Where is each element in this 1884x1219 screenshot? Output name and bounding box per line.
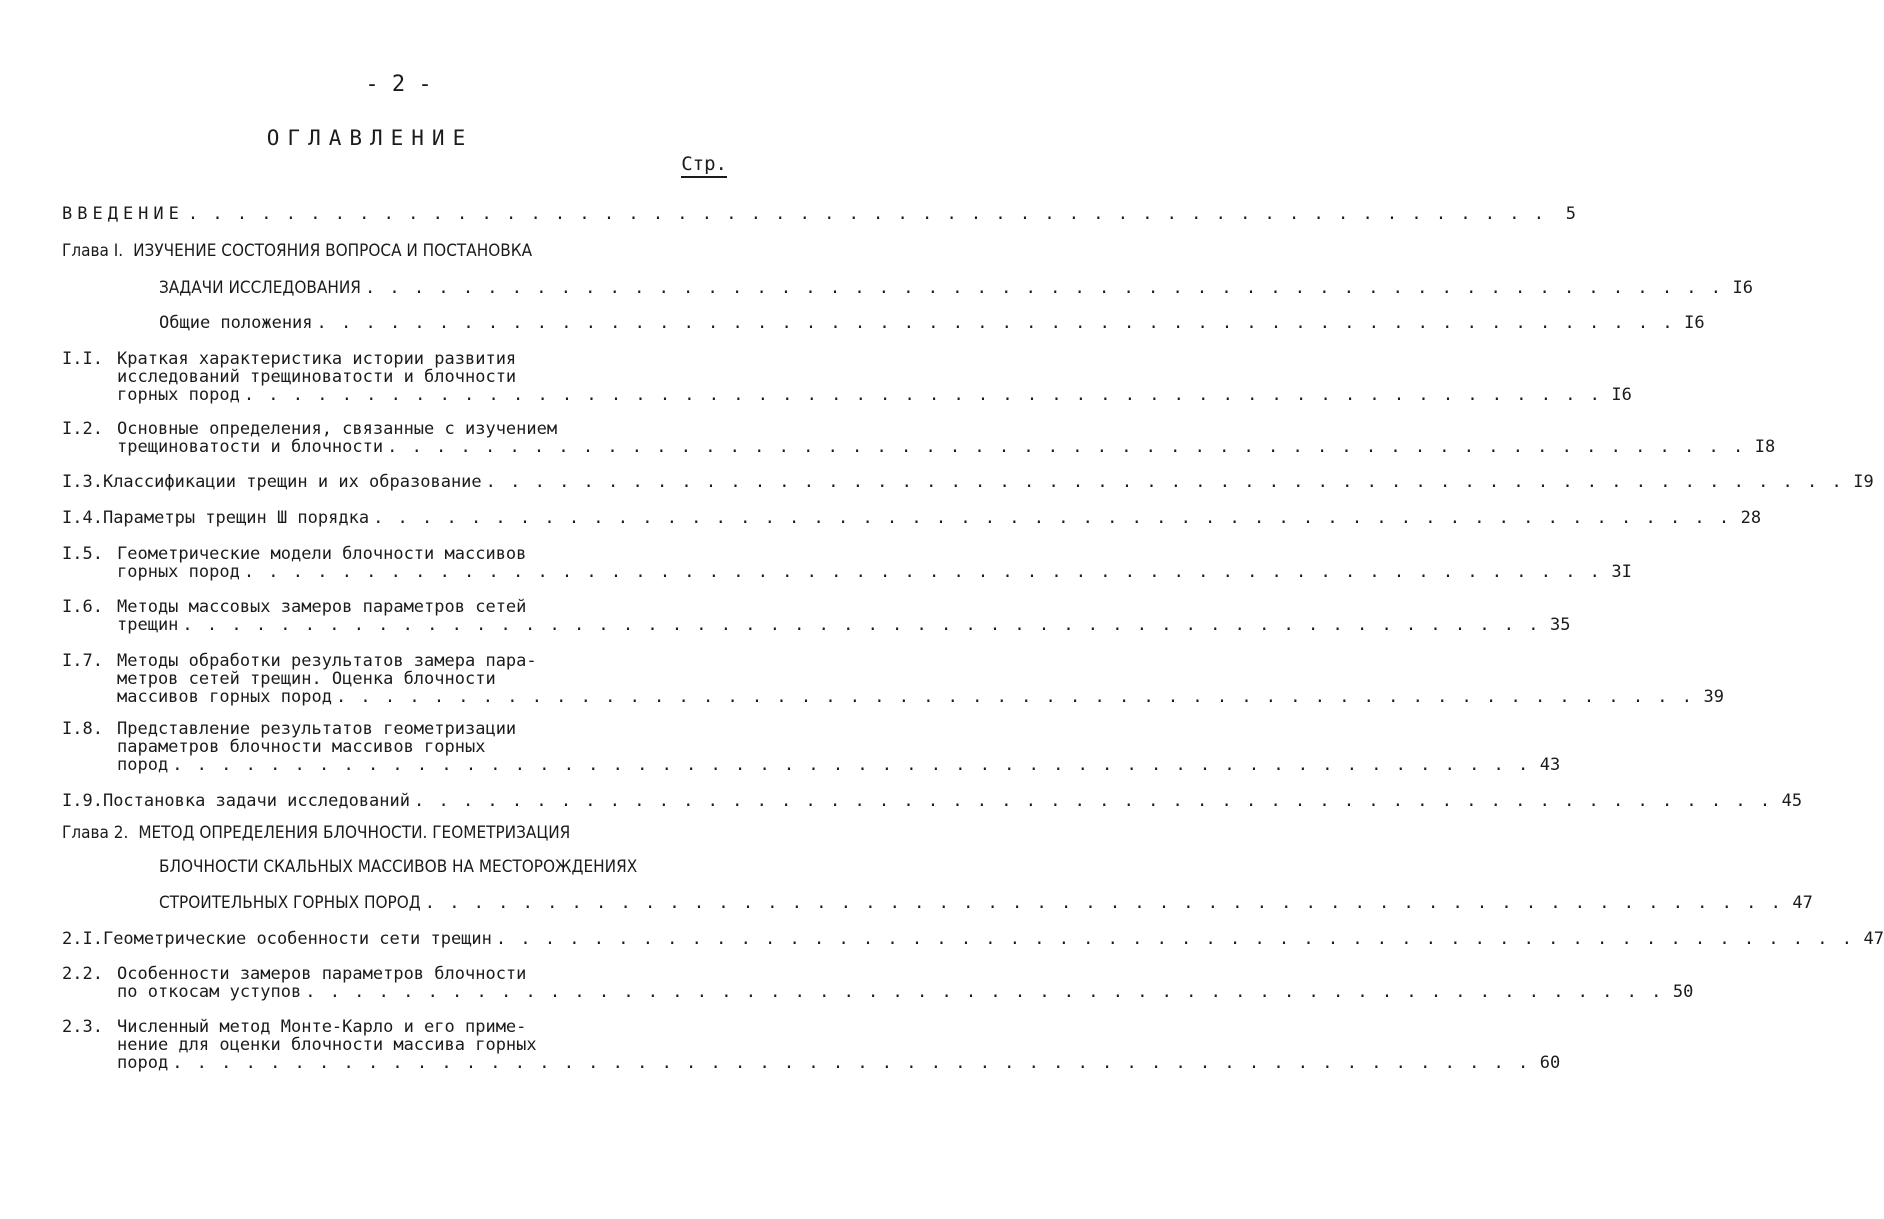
section-title-line: Параметры трещин Ш порядка (102, 508, 370, 528)
section-title-line: Особенности замеров параметров блочности (117, 964, 527, 984)
toc-section-entry (62, 349, 1632, 405)
section-title-line: нение для оценки блочности массива горных (117, 1035, 537, 1055)
toc-entry-intro (62, 204, 1576, 224)
section-page: 35 (1550, 615, 1571, 635)
section-page: 43 (1539, 755, 1561, 775)
section-number: I.3. (62, 472, 103, 492)
chapter-1-page: I6 (1732, 278, 1754, 298)
section-title-line: горных пород (117, 562, 240, 582)
section-number: I.9. (62, 791, 103, 811)
dot-leader: . . . . . . . . . . . . . . . . . . . . . . . . . . . . . . . . . . . . . . . . . . . . . . . . . . . . . . . . (182, 615, 1541, 635)
toc-section-entry (62, 472, 1874, 492)
dot-leader: . . . . . . . . . . . . . . . . . . . . . . . . . . . . . . . . . . . . . . . . . . . . . . . . . . . . . . . . (316, 313, 1675, 333)
dot-leader: . . . . . . . . . . . . . . . . . . . . . . . . . . . . . . . . . . . . . . . . . . . . . . . . . . . . . . . . (243, 562, 1602, 582)
section-title-line: Геометрические модели блочности массивов (117, 544, 527, 564)
toc-section-entry (62, 964, 1694, 1002)
section-page: 50 (1672, 982, 1694, 1002)
dot-leader: . . . . . . . . . . . . . . . . . . . . . . . . . . . . . . . . . . . . . . . . . . . . . . . . . . . . . . . . (335, 687, 1695, 707)
section-title-line: Численный метод Монте-Карло и его приме- (117, 1017, 527, 1037)
section-page: 39 (1703, 687, 1725, 707)
section-title-line: массивов горных пород (117, 687, 332, 707)
toc-title: ОГЛАВЛЕНИЕ (266, 126, 474, 150)
dot-leader: . . . . . . . . . . . . . . . . . . . . . . . . . . . . . . . . . . . . . . . . . . . . . . . . . . . . . . . . (414, 791, 1773, 811)
chapter-1-general (62, 313, 1705, 333)
toc-section-entry (62, 419, 1776, 457)
toc-section-entry (62, 597, 1571, 635)
section-title-line: Представление результатов геометризации (117, 719, 517, 739)
section-page: 3I (1611, 562, 1632, 582)
section-title-line: исследований трещиноватости и блочности (117, 367, 517, 387)
section-number: I.I. (62, 349, 103, 369)
page-column-label: Стр. (681, 152, 727, 178)
section-number: I.4. (62, 508, 103, 528)
dot-leader: . . . . . . . . . . . . . . . . . . . . . . . . . . . . . . . . . . . . . . . . . . . . . . . . . . . . . . . . (387, 437, 1746, 457)
dot-leader: . . . . . . . . . . . . . . . . . . . . . . . . . . . . . . . . . . . . . . . . . . . . . . . . . . . . . . . . (243, 385, 1602, 405)
toc-section-entry (62, 929, 1884, 949)
page-number: - 2 - (365, 72, 432, 97)
chapter-2-heading (62, 824, 718, 842)
section-title-line: трещиноватости и блочности (117, 437, 384, 457)
section-title-line: метров сетей трещин. Оценка блочности (117, 669, 496, 689)
section-title-line: пород (117, 755, 169, 775)
section-page: 28 (1740, 508, 1762, 528)
chapter-1-prefix: Глава I. (62, 241, 124, 261)
section-page: 45 (1781, 791, 1803, 811)
toc-section-entry (62, 544, 1632, 582)
chapter-2-title-line1: МЕТОД ОПРЕДЕЛЕНИЯ БЛОЧНОСТИ. ГЕОМЕТРИЗАЦИЯ (138, 823, 571, 843)
chapter-2-prefix: Глава 2. (62, 823, 129, 843)
chapter-1-title-line1: ИЗУЧЕНИЕ СОСТОЯНИЯ ВОПРОСА И ПОСТАНОВКА (133, 241, 533, 261)
dot-leader: . . . . . . . . . . . . . . . . . . . . . . . . . . . . . . . . . . . . . . . . . . . . . . . . . . . . . . . . (424, 893, 1783, 913)
toc-section-entry (62, 791, 1803, 811)
section-number: 2.3. (62, 1017, 103, 1037)
chapter-2-title-line3: СТРОИТЕЛЬНЫХ ГОРНЫХ ПОРОД (159, 893, 421, 913)
dot-leader: . . . . . . . . . . . . . . . . . . . . . . . . . . . . . . . . . . . . . . . . . . . . . . . . . . . . . . . . (364, 278, 1724, 298)
chapter-2-heading-cont (62, 858, 718, 876)
section-page: I8 (1754, 437, 1776, 457)
chapter-1-heading-cont (62, 278, 1754, 298)
dot-leader: . . . . . . . . . . . . . . . . . . . . . . . . . . . . . . . . . . . . . . . . . . . . . . . . . . . . . . . . (187, 204, 1546, 224)
section-page: 60 (1539, 1053, 1561, 1073)
section-number: 2.I. (62, 929, 103, 949)
section-title-line: Методы обработки результатов замера пара- (117, 651, 537, 671)
section-title-line: Классификации трещин и их образование (102, 472, 482, 492)
toc-section-entry (62, 651, 1725, 707)
section-number: I.6. (62, 597, 103, 617)
section-title-line: по откосам уступов (117, 982, 302, 1002)
section-number: I.7. (62, 651, 103, 671)
general-label: Общие положения (159, 313, 313, 333)
section-number: I.2. (62, 419, 103, 439)
intro-page: 5 (1565, 204, 1576, 224)
chapter-2-page: 47 (1792, 893, 1813, 913)
toc-section-entry (62, 508, 1762, 528)
section-title-line: Методы массовых замеров параметров сетей (117, 597, 527, 617)
dot-leader: . . . . . . . . . . . . . . . . . . . . . . . . . . . . . . . . . . . . . . . . . . . . . . . . . . . . . . . . (373, 508, 1732, 528)
section-title-line: пород (117, 1053, 169, 1073)
section-page: 47 (1863, 929, 1884, 949)
section-title-line: Краткая характеристика истории развития (117, 349, 517, 369)
section-title-line: Основные определения, связанные с изучением (117, 419, 558, 439)
chapter-1-title-line2: ЗАДАЧИ ИССЛЕДОВАНИЯ (159, 278, 361, 298)
toc-section-entry (62, 719, 1561, 775)
intro-label: ВВЕДЕНИЕ (62, 204, 184, 224)
section-number: I.8. (62, 719, 103, 739)
dot-leader: . . . . . . . . . . . . . . . . . . . . . . . . . . . . . . . . . . . . . . . . . . . . . . . . . . . . . . . . (485, 472, 1844, 492)
toc-section-entry (62, 1017, 1561, 1073)
dot-leader: . . . . . . . . . . . . . . . . . . . . . . . . . . . . . . . . . . . . . . . . . . . . . . . . . . . . . . . . (172, 1053, 1531, 1073)
dot-leader: . . . . . . . . . . . . . . . . . . . . . . . . . . . . . . . . . . . . . . . . . . . . . . . . . . . . . . . . (495, 929, 1854, 949)
chapter-2-title-line2: БЛОЧНОСТИ СКАЛЬНЫХ МАССИВОВ НА МЕСТОРОЖДЕНИЯХ (159, 857, 638, 877)
dot-leader: . . . . . . . . . . . . . . . . . . . . . . . . . . . . . . . . . . . . . . . . . . . . . . . . . . . . . . . . (305, 982, 1664, 1002)
dot-leader: . . . . . . . . . . . . . . . . . . . . . . . . . . . . . . . . . . . . . . . . . . . . . . . . . . . . . . . . (172, 755, 1531, 775)
section-page: I9 (1853, 472, 1874, 492)
general-page: I6 (1684, 313, 1705, 333)
section-title-line: Постановка задачи исследований (102, 791, 410, 811)
section-title-line: параметров блочности массивов горных (117, 737, 486, 757)
chapter-2-heading-cont2 (62, 893, 1813, 913)
section-title-line: горных пород (117, 385, 240, 405)
section-page: I6 (1611, 385, 1632, 405)
chapter-1-heading (62, 242, 718, 260)
section-number: I.5. (62, 544, 103, 564)
section-title-line: трещин (117, 615, 179, 635)
section-title-line: Геометрические особенности сети трещин (102, 929, 492, 949)
section-number: 2.2. (62, 964, 103, 984)
